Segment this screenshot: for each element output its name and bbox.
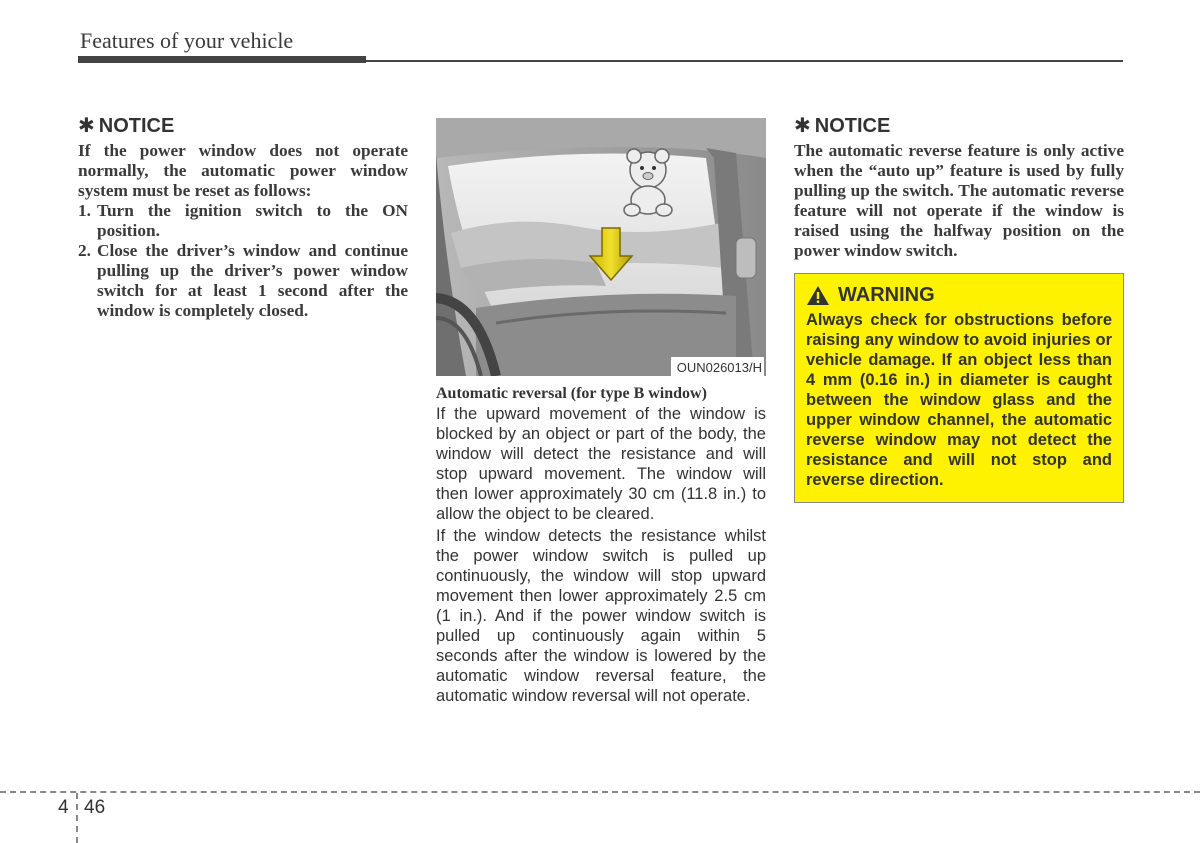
notice-text: The automatic reverse feature is only active when the “auto up” feature is used by fully pulling up the switch. The automatic reverse feature will not operate if the window is raised using the halfway position on the power window switch. [794, 141, 1124, 260]
notice-intro: If the power window does not operate normally, the automatic power window system must be reset as follows: [78, 141, 408, 200]
step-text: Close the driver’s window and continue pulling up the driver’s power window switch for at least 1 second after the window is completely closed. [97, 241, 408, 320]
chapter-number: 4 [58, 797, 69, 818]
running-header: Features of your vehicle [80, 28, 294, 53]
notice-heading [794, 115, 1124, 137]
asterisk-icon: ✱ [794, 115, 811, 137]
auto-reversal-paragraph-2: If the window detects the resistance whilst the power window switch is pulled up continuously, the window will stop upward movement then lower approximately 2.5 cm (1 in.). And if the power window switch is pulled up continuously again within 5 seconds after the window is lowered by the automatic window reversal feature, the automatic window reversal will not operate. [436, 527, 766, 705]
warning-triangle-icon [806, 285, 830, 306]
step-number: 2. [78, 241, 91, 260]
footer-dashed-rule [0, 791, 1200, 793]
warning-box [794, 273, 1124, 503]
step-number: 1. [78, 201, 91, 220]
warning-text: Always check for obstructions before raising any window to avoid injuries or vehicle damage. If an object less than 4 mm (0.16 in.) in diameter is caught between the window glass and the upper window channel, the automatic reverse window may not detect the resistance and will not stop and reverse direction. [806, 311, 1112, 489]
middle-column [436, 118, 766, 706]
header-rule-thick [78, 56, 366, 63]
notice-step-1 [78, 201, 408, 241]
warning-heading [806, 283, 1112, 307]
notice-heading [78, 115, 408, 137]
car-window-illustration [436, 118, 766, 376]
notice-heading-label: NOTICE [814, 115, 891, 137]
auto-reversal-paragraph-1: If the upward movement of the window is blocked by an object or part of the body, the window will detect the resistance and will stop upward movement. The window will then lower approximately 30 cm (11.8 in.) to allow the object to be cleared. [436, 405, 766, 523]
header-rule-thin [366, 60, 1123, 62]
figure-caption: OUN026013/H [671, 357, 764, 376]
asterisk-icon: ✱ [78, 115, 95, 137]
left-column [78, 115, 408, 321]
car-interior-drawing [436, 118, 766, 376]
auto-reversal-heading: Automatic reversal (for type B window) [436, 385, 707, 402]
notice-heading-label: NOTICE [98, 115, 175, 137]
step-text: Turn the ignition switch to the ON position. [97, 201, 408, 240]
footer-dashed-divider [76, 793, 78, 843]
page-number: 46 [84, 797, 106, 818]
notice-step-2 [78, 241, 408, 321]
right-column [794, 115, 1124, 503]
warning-heading-label: WARNING [838, 284, 935, 306]
